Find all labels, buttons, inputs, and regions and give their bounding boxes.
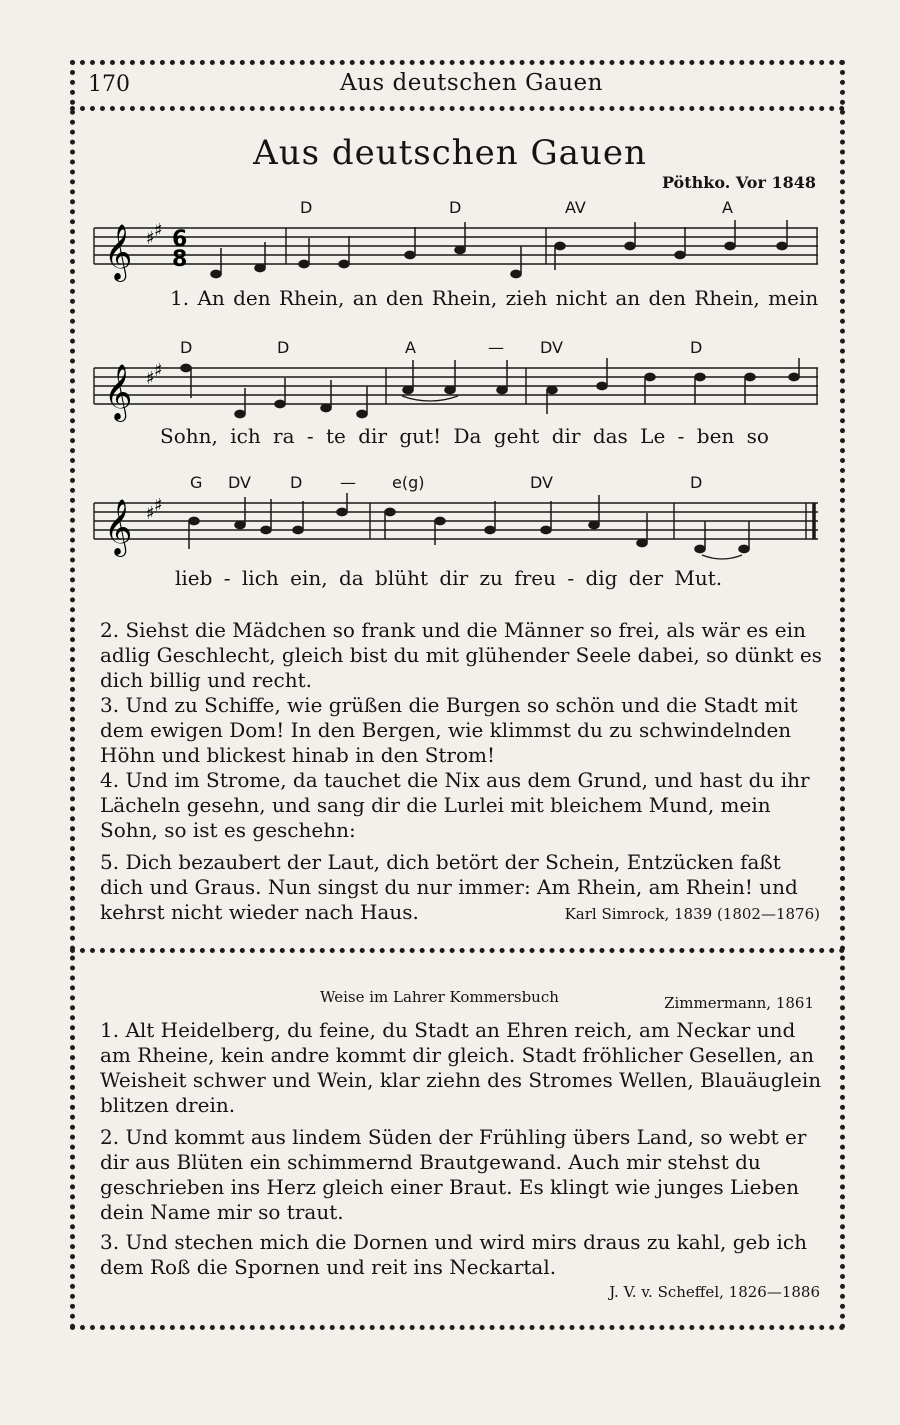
song2-author: J. V. v. Scheffel, 1826—1886 — [609, 1283, 820, 1301]
chord: D — [290, 473, 303, 492]
lyric-line: 1. An den Rhein, an den Rhein, zieh nicht an den Rhein, mein — [170, 286, 819, 310]
verse-3: 3. Und zu Schiffe, wie grüßen die Burgen so schön und die Stadt mit dem ewigen Dom! In den Bergen, wie klimmst du zu schwindelnden Höhn und blickest hinab in den Strom! — [100, 693, 798, 767]
chord: A — [722, 198, 733, 217]
sharp-icon: ♯ — [154, 220, 163, 241]
treble-clef-icon: 𝄞 — [104, 499, 133, 555]
verse-2: 2. Siehst die Mädchen so frank und die Männer so frei, als wär es ein adlig Geschlecht, gleich bist du mit glühender Seele dabei, so dünkt es dich billig und recht. — [100, 618, 822, 692]
chord: D — [277, 338, 290, 357]
sharp-icon: ♯ — [146, 228, 155, 249]
sharp-icon: ♯ — [146, 368, 155, 389]
song-composer: Pöthko. Vor 1848 — [661, 173, 816, 192]
sharp-icon: ♯ — [154, 495, 163, 516]
chord: — — [340, 473, 356, 492]
song2-composer: Zimmermann, 1861 — [664, 994, 814, 1012]
chord: A — [405, 338, 416, 357]
running-head: Aus deutschen Gauen — [340, 70, 603, 96]
author-credit: Karl Simrock, 1839 (1802—1876) — [564, 905, 820, 923]
sharp-icon: ♯ — [146, 503, 155, 524]
song2-verse-3: 3. Und stechen mich die Dornen und wird mirs draus zu kahl, geb ich dem Roß die Spornen und reit ins Neckartal. — [100, 1230, 807, 1279]
treble-clef-icon: 𝄞 — [104, 224, 133, 280]
verse-5: 5. Dich bezaubert der Laut, dich betört der Schein, Entzücken faßt dich und Graus. Nun singst du nur immer: Am Rhein, am Rhein! und kehrst nicht wieder nach Haus. — [100, 850, 798, 924]
music-staff-1 — [90, 218, 820, 284]
chord: D — [300, 198, 313, 217]
lyric-line: Sohn, ich ra - te dir gut! Da geht dir das Le - ben so — [160, 424, 769, 448]
chord: D — [449, 198, 462, 217]
chord: DV — [530, 473, 553, 492]
chord: DV — [540, 338, 563, 357]
header-divider — [70, 106, 845, 111]
treble-clef-icon: 𝄞 — [104, 364, 133, 420]
song2-verse-2: 2. Und kommt aus lindem Süden der Frühling übers Land, so webt er dir aus Blüten ein schimmernd Brautgewand. Auch mir stehst du geschrieben ins Herz gleich einer Braut. Es klingt wie junges Lieben dein Name mir so traut. — [100, 1125, 807, 1224]
melody-note: Weise im Lahrer Kommersbuch — [320, 988, 559, 1006]
chord: D — [690, 338, 703, 357]
song-title: Aus deutschen Gauen — [253, 133, 647, 173]
chord: — — [488, 338, 504, 357]
chord: e(g) — [392, 473, 425, 492]
section-divider — [70, 948, 845, 953]
song2-verse-1: 1. Alt Heidelberg, du feine, du Stadt an Ehren reich, am Neckar und am Rheine, kein andre kommt dir gleich. Stadt fröhlicher Gesellen, an Weisheit schwer und Wein, klar ziehn des Stromes Wellen, Blauäuglein blitzen drein. — [100, 1018, 822, 1117]
sharp-icon: ♯ — [154, 360, 163, 381]
music-staff-3 — [90, 493, 820, 563]
time-sig-top: 6 — [172, 227, 188, 252]
chord: G — [190, 473, 203, 492]
page-number: 170 — [88, 72, 130, 97]
chord: D — [180, 338, 193, 357]
music-staff-2 — [90, 358, 820, 424]
time-sig-bottom: 8 — [172, 247, 188, 272]
verse-4: 4. Und im Strome, da tauchet die Nix aus dem Grund, und hast du ihr Lächeln gesehn, und sang dir die Lurlei mit bleichem Mund, mein Sohn, so ist es geschehn: — [100, 768, 810, 842]
chord: DV — [228, 473, 251, 492]
chord: D — [690, 473, 703, 492]
chord: AV — [565, 198, 586, 217]
lyric-line: lieb - lich ein, da blüht dir zu freu - dig der Mut. — [175, 566, 723, 590]
